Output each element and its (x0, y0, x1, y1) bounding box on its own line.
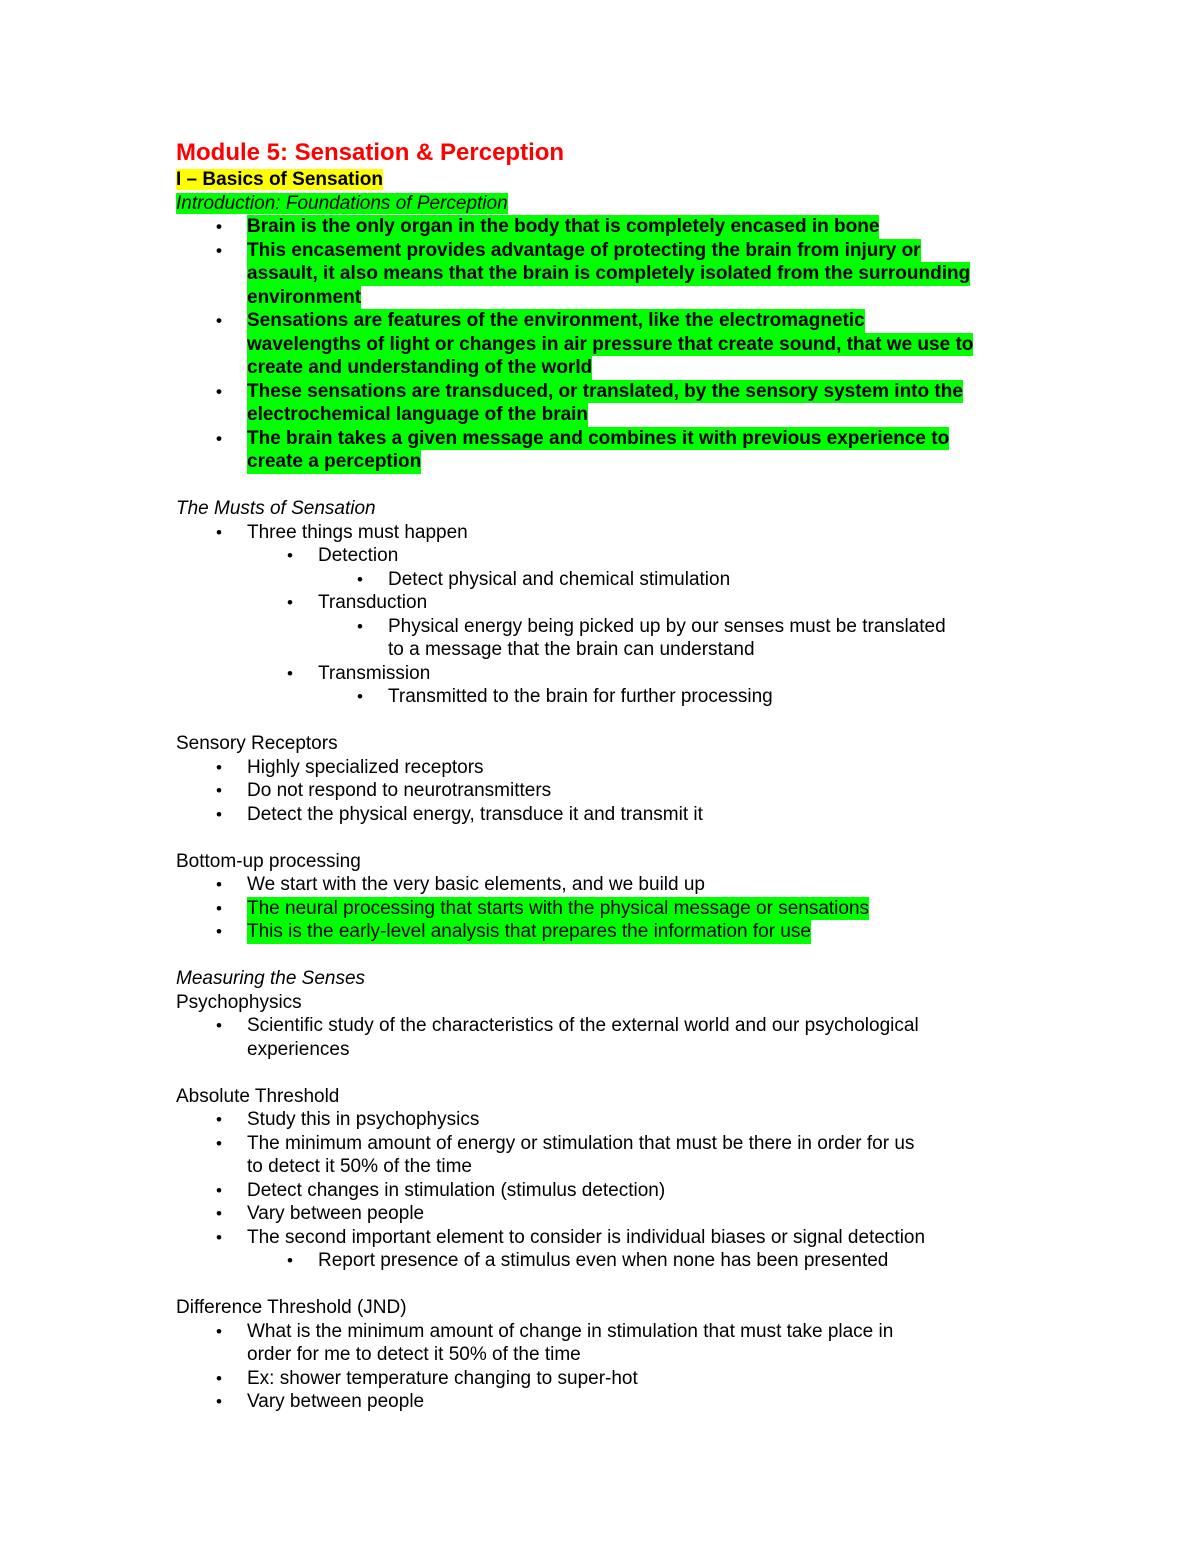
bullet-icon: • (216, 522, 222, 542)
intro-heading: Introduction: Foundations of Perception (176, 192, 508, 214)
list-item: • Physical energy being picked up by our senses must be translated (357, 615, 946, 637)
bullet-icon: • (216, 217, 222, 236)
list-item: • Brain is the only organ in the body that is completely encased in bone (216, 216, 880, 237)
list-item-continuation: to detect it 50% of the time (247, 1156, 472, 1177)
list-item: • This encasement provides advantage of protecting the brain from injury or (216, 239, 921, 261)
list-item-continuation: experiences (247, 1038, 350, 1060)
document-body (176, 138, 1036, 1414)
bullet-icon: • (216, 1321, 222, 1341)
musts-heading: The Musts of Sensation (176, 498, 376, 519)
page-title: Module 5: Sensation & Perception (176, 139, 565, 166)
bullet-icon: • (357, 616, 363, 636)
bullet-icon: • (216, 1368, 222, 1388)
difference-heading: Difference Threshold (JND) (176, 1297, 407, 1318)
bullet-icon: • (216, 781, 222, 800)
list-item-continuation: wavelengths of light or changes in air pressure that create sound, that we use to (247, 333, 974, 355)
bullet-icon: • (216, 898, 222, 918)
list-item: • The second important element to consider is individual biases or signal detection (216, 1226, 926, 1248)
bullet-icon: • (287, 593, 293, 612)
list-item: • Transduction (287, 592, 428, 613)
spacer (176, 1061, 1036, 1085)
list-item: • Three things must happen (216, 521, 468, 543)
receptors-heading: Sensory Receptors (176, 733, 338, 754)
bullet-icon: • (287, 1251, 293, 1270)
bullet-icon: • (216, 1204, 222, 1223)
list-item: • Detect the physical energy, transduce it and transmit it (216, 803, 703, 825)
list-item: • What is the minimum amount of change in stimulation that must take place in (216, 1320, 894, 1342)
spacer (176, 709, 1036, 733)
bottomup-heading: Bottom-up processing (176, 850, 361, 872)
bullet-icon: • (216, 381, 222, 401)
list-item-continuation: order for me to detect it 50% of the time (247, 1344, 581, 1365)
list-item: • Sensations are features of the environment, like the electromagnetic (216, 310, 865, 331)
list-item: • Detection (287, 545, 399, 566)
list-item: • The brain takes a given message and combines it with previous experience to (216, 427, 950, 449)
list-item: • The minimum amount of energy or stimulation that must be there in order for us (216, 1132, 915, 1154)
bullet-icon: • (357, 569, 363, 589)
bullet-icon: • (216, 757, 222, 777)
spacer (176, 1273, 1036, 1297)
section-heading: I – Basics of Sensation (176, 169, 383, 190)
list-item: • Ex: shower temperature changing to super-hot (216, 1367, 638, 1389)
bullet-icon: • (216, 1227, 222, 1247)
list-item-continuation: to a message that the brain can understand (388, 639, 755, 660)
list-item: • Vary between people (216, 1391, 425, 1412)
bullet-icon: • (216, 1392, 222, 1411)
bullet-icon: • (216, 1180, 222, 1200)
list-item: • Scientific study of the characteristics of the external world and our psychological (216, 1015, 919, 1036)
list-item: • Transmitted to the brain for further processing (357, 686, 773, 707)
spacer (176, 474, 1036, 498)
list-item: • Study this in psychophysics (216, 1109, 480, 1130)
absolute-heading: Absolute Threshold (176, 1085, 340, 1107)
list-item: • We start with the very basic elements, and we build up (216, 874, 705, 895)
bullet-icon: • (216, 1133, 222, 1153)
list-item: • The neural processing that starts with the physical message or sensations (216, 897, 870, 919)
list-item-continuation: create a perception (247, 451, 422, 472)
bullet-icon: • (216, 428, 222, 448)
bullet-icon: • (216, 875, 222, 894)
bullet-icon: • (216, 311, 222, 330)
list-item-continuation: create and understanding of the world (247, 357, 593, 378)
list-item: • Do not respond to neurotransmitters (216, 780, 552, 801)
bullet-icon: • (357, 687, 363, 706)
spacer (176, 826, 1036, 850)
list-item-continuation: assault, it also means that the brain is completely isolated from the surrounding (247, 263, 971, 284)
bullet-icon: • (216, 240, 222, 260)
list-item: • Detect changes in stimulation (stimulus detection) (216, 1179, 666, 1201)
list-item-continuation: electrochemical language of the brain (247, 404, 589, 425)
list-item-continuation: environment (247, 286, 362, 308)
list-item: • Transmission (287, 662, 431, 684)
list-item: • Report presence of a stimulus even when none has been presented (287, 1250, 889, 1271)
bullet-icon: • (216, 1016, 222, 1035)
list-item: • Highly specialized receptors (216, 756, 484, 778)
bullet-icon: • (216, 804, 222, 824)
measuring-subheading: Psychophysics (176, 991, 302, 1013)
measuring-heading: Measuring the Senses (176, 968, 366, 989)
bullet-icon: • (216, 1110, 222, 1129)
bullet-icon: • (287, 546, 293, 565)
list-item: • This is the early-level analysis that prepares the information for use (216, 921, 811, 942)
spacer (176, 944, 1036, 968)
bullet-icon: • (216, 922, 222, 941)
list-item: • These sensations are transduced, or translated, by the sensory system into the (216, 380, 963, 402)
list-item: • Vary between people (216, 1203, 425, 1224)
list-item: • Detect physical and chemical stimulation (357, 568, 731, 590)
bullet-icon: • (287, 663, 293, 683)
